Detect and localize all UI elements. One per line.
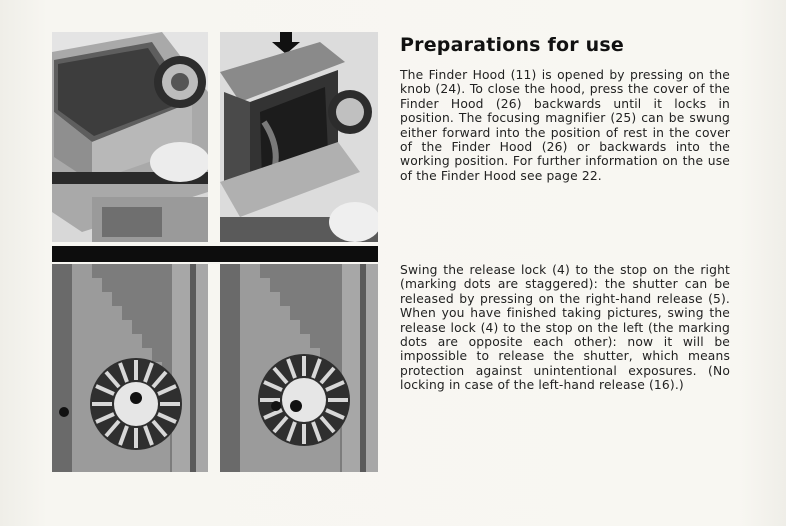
finder-hood-paragraph: The Finder Hood (11) is opened by pressing on the knob (24). To close the hood, press the cover of the Finder Hood (26) backwards until it locks in position. The focusing magnifier (25) can be swung either forward into the position of rest in the cover of the Finder Hood (26) or backwards into the working position. For further information on the use of the Finder Hood see page 22. (400, 68, 730, 183)
photo-finder-hood-open (220, 32, 378, 242)
illustration-block (52, 32, 378, 472)
page-title: Preparations for use (400, 34, 624, 56)
divider-band (52, 246, 378, 262)
photo-finder-hood-closed (52, 32, 208, 242)
photo-release-lock-opposite (220, 264, 378, 472)
release-lock-paragraph: Swing the release lock (4) to the stop on the right (marking dots are staggered): the shutter can be released by pressing on the right-hand release (5). When you have finished taking pictures, swing the release lock (4) to the stop on the left (the marking dots are opposite each other): now it will be impossible to release the shutter, which means protection against unintentional exposures. (No locking in case of the left-hand release (16).) (400, 263, 730, 393)
photo-release-lock-staggered (52, 264, 208, 472)
